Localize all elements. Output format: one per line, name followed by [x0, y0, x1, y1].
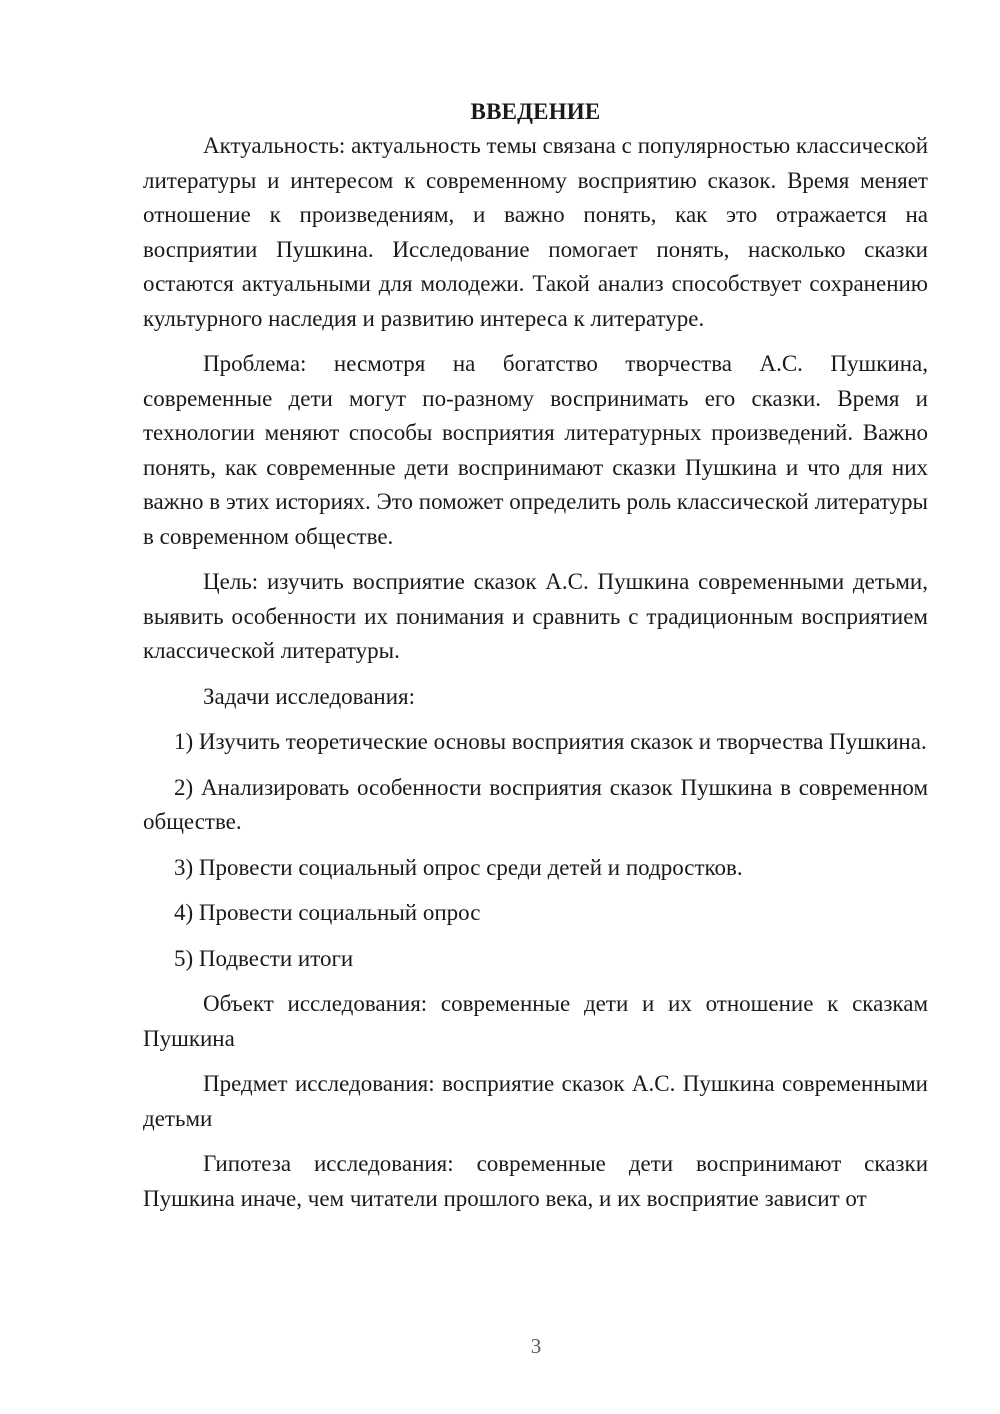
object-paragraph: Объект исследования: современные дети и их отношение к сказкам Пушкина	[143, 991, 928, 1051]
page-number: 3	[530, 1334, 542, 1358]
relevance-paragraph: Актуальность: актуальность темы связана с популярностью классической литературы и интересом к современному восприятию сказок. Время меняет отношение к произведениям, и важно понять, как это отражается на восприятии Пушкина. Исследование помогает понять, насколько сказки остаются актуальными для молодежи. Такой анализ способствует сохранению культурного наследия и развитию интереса к литературе.	[143, 133, 928, 331]
task-item: 1) Изучить теоретические основы восприятия сказок и творчества Пушкина.	[174, 729, 927, 754]
goal-paragraph: Цель: изучить восприятие сказок А.С. Пушкина современными детьми, выявить особенности их понимания и сравнить с традиционным восприятием классической литературы.	[143, 569, 928, 663]
tasks-heading: Задачи исследования:	[203, 683, 416, 709]
task-item: 2) Анализировать особенности восприятия сказок Пушкина в современном обществе.	[143, 774, 928, 834]
problem-paragraph: Проблема: несмотря на богатство творчества А.С. Пушкина, современные дети могут по-разному воспринимать его сказки. Время и технологии меняют способы восприятия литературных произведений. Важно понять, как современные дети воспринимают сказки Пушкина и что для них важно в этих историях. Это поможет определить роль классической литературы в современном обществе.	[143, 351, 928, 549]
page-title: ВВЕДЕНИЕ	[470, 99, 601, 124]
task-item: 4) Провести социальный опрос	[174, 900, 481, 925]
hypothesis-paragraph: Гипотеза исследования: современные дети воспринимают сказки Пушкина иначе, чем читатели прошлого века, и их восприятие зависит от	[143, 1151, 928, 1211]
page-content	[143, 95, 928, 1216]
task-item: 5) Подвести итоги	[174, 945, 354, 971]
subject-paragraph: Предмет исследования: восприятие сказок А.С. Пушкина современными детьми	[143, 1071, 928, 1131]
task-item: 3) Провести социальный опрос среди детей и подростков.	[174, 854, 743, 880]
